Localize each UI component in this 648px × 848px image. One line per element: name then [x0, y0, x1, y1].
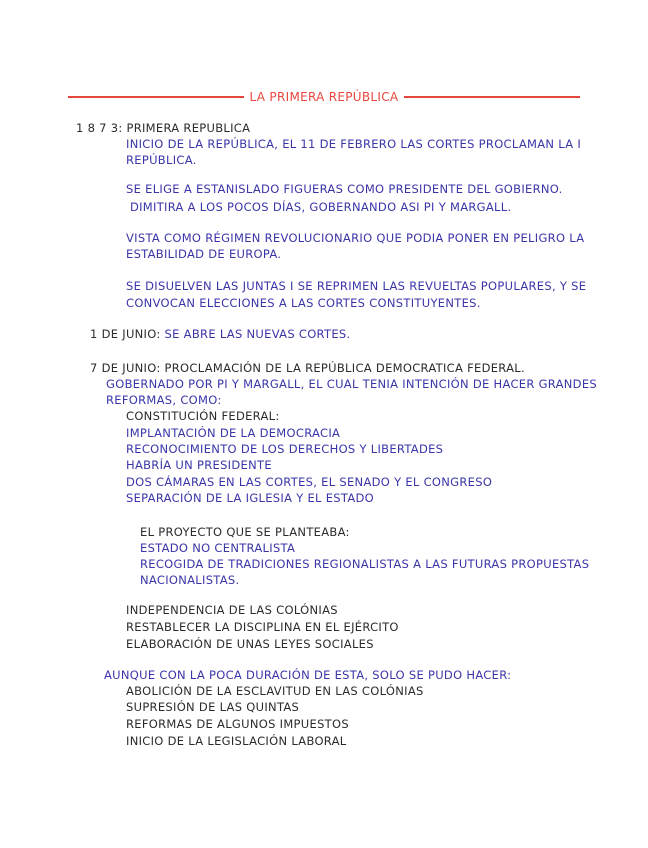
note-inicio-2: REPÚBLICA. [126, 153, 197, 167]
reforma-item: RECONOCIMIENTO DE LOS DERECHOS Y LIBERTADES [126, 442, 444, 456]
proyecto-item: ESTADO NO CENTRALISTA [140, 541, 296, 555]
aunque-item: ABOLICIÓN DE LA ESCLAVITUD EN LAS COLÓNIAS [126, 684, 424, 698]
note-figueras-2: DIMITIRA A LOS POCOS DÍAS, GOBERNANDO ASI PI Y MARGALL. [126, 200, 512, 214]
reforma-item: IMPLANTACIÓN DE LA DEMOCRACIA [126, 426, 341, 440]
aunque-item: SUPRESIÓN DE LAS QUINTAS [126, 700, 300, 714]
title-row [68, 88, 580, 106]
aunque-label: AUNQUE CON LA POCA DURACIÓN DE ESTA, SOLO SE PUDO HACER: [104, 668, 512, 682]
junio-1-date: 1 DE JUNIO: [90, 327, 161, 341]
otra-reforma-item: RESTABLECER LA DISCIPLINA EN EL EJÉRCITO [126, 620, 399, 634]
aunque-item: REFORMAS DE ALGUNOS IMPUESTOS [126, 717, 349, 731]
note-inicio-1: INICIO DE LA REPÚBLICA, EL 11 DE FEBRERO LAS CORTES PROCLAMAN LA I [126, 137, 582, 151]
junio-1-text: SE ABRE LAS NUEVAS CORTES. [164, 327, 351, 341]
note-vista-2: ESTABILIDAD DE EUROPA. [126, 247, 282, 261]
reforma-item: SEPARACIÓN DE LA IGLESIA Y EL ESTADO [126, 491, 374, 505]
proyecto-item: NACIONALISTAS. [140, 573, 240, 587]
heading-1873: 1 8 7 3: PRIMERA REPUBLICA [76, 121, 251, 135]
note-gobernado-2: REFORMAS, COMO: [106, 393, 222, 407]
constitucion-label: CONSTITUCIÓN FEDERAL: [126, 409, 280, 423]
proyecto-item: RECOGIDA DE TRADICIONES REGIONALISTAS A LAS FUTURAS PROPUESTAS [140, 557, 590, 571]
note-vista-1: VISTA COMO RÉGIMEN REVOLUCIONARIO QUE PODIA PONER EN PELIGRO LA [126, 231, 585, 245]
aunque-item: INICIO DE LA LEGISLACIÓN LABORAL [126, 734, 347, 748]
reforma-item: DOS CÁMARAS EN LAS CORTES, EL SENADO Y EL CONGRESO [126, 475, 493, 489]
title-rule-left [68, 96, 244, 98]
title-rule-right [404, 96, 580, 98]
junio-7-heading: 7 DE JUNIO: PROCLAMACIÓN DE LA REPÚBLICA DEMOCRATICA FEDERAL. [90, 361, 525, 375]
otra-reforma-item: ELABORACIÓN DE UNAS LEYES SOCIALES [126, 637, 374, 651]
reforma-item: HABRÍA UN PRESIDENTE [126, 458, 272, 472]
otra-reforma-item: INDEPENDENCIA DE LAS COLÓNIAS [126, 603, 338, 617]
page-title: LA PRIMERA REPÚBLICA [249, 90, 399, 104]
proyecto-label: EL PROYECTO QUE SE PLANTEABA: [140, 525, 350, 539]
note-juntas-2: CONVOCAN ELECCIONES A LAS CORTES CONSTITUYENTES. [126, 296, 481, 310]
junio-1-row [90, 326, 350, 342]
note-juntas-1: SE DISUELVEN LAS JUNTAS I SE REPRIMEN LAS REVUELTAS POPULARES, Y SE [126, 279, 587, 293]
note-gobernado-1: GOBERNADO POR PI Y MARGALL, EL CUAL TENIA INTENCIÓN DE HACER GRANDES [106, 377, 598, 391]
note-figueras-1: SE ELIGE A ESTANISLADO FIGUERAS COMO PRESIDENTE DEL GOBIERNO. [126, 182, 563, 196]
